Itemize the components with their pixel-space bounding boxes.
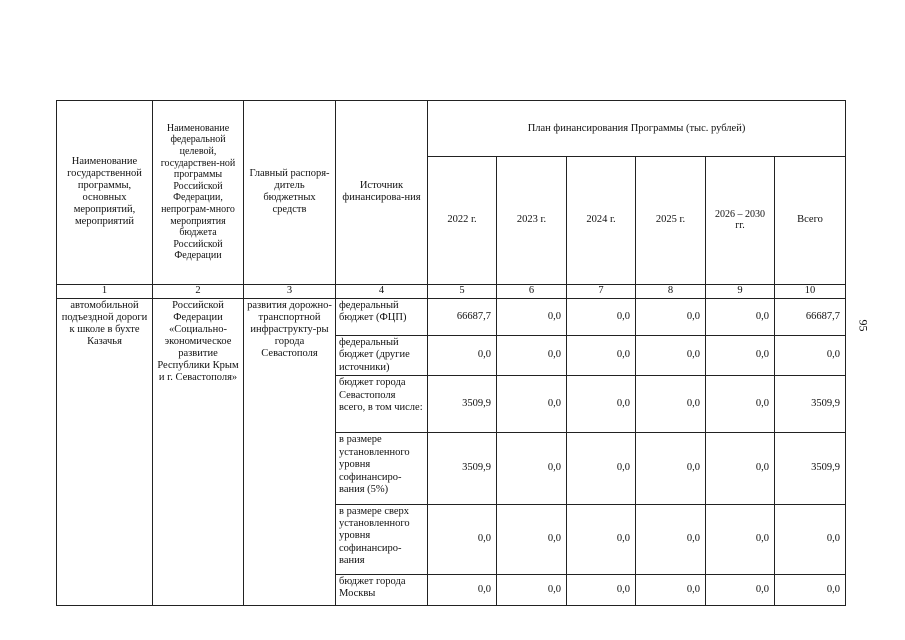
value-2026-2030: 0,0 [706,376,775,433]
value-2023: 0,0 [497,433,567,504]
value-2025: 0,0 [636,298,706,335]
column-number: 4 [336,284,428,298]
value-2022: 3509,9 [428,376,497,433]
value-2023: 0,0 [497,504,567,574]
value-2024: 0,0 [567,504,636,574]
value-2025: 0,0 [636,574,706,605]
value-2026-2030: 0,0 [706,335,775,375]
header-budget-administrator: Главный распоря-дитель бюджетных средств [244,101,336,285]
header-program-name: Наименование государственной программы, основных мероприятий, мероприятий [57,101,153,285]
table-row [57,298,846,335]
column-number: 1 [57,284,153,298]
value-2022: 0,0 [428,574,497,605]
value-2025: 0,0 [636,504,706,574]
column-number: 8 [636,284,706,298]
value-2026-2030: 0,0 [706,433,775,504]
header-total: Всего [775,157,846,284]
value-2024: 0,0 [567,376,636,433]
header-year-2023: 2023 г. [497,157,567,284]
page-number: 95 [856,319,871,332]
column-number: 3 [244,284,336,298]
column-number: 10 [775,284,846,298]
value-2024: 0,0 [567,298,636,335]
value-2023: 0,0 [497,376,567,433]
header-year-2024: 2024 г. [567,157,636,284]
value-2026-2030: 0,0 [706,298,775,335]
value-total: 3509,9 [775,433,846,504]
header-federal-program: Наименование федеральной целевой, государствен-ной программы Российской Федерации, непрограм-много мероприятия бюджета Российской Федерации [153,101,244,285]
column-number: 2 [153,284,244,298]
column-number: 5 [428,284,497,298]
value-total: 3509,9 [775,376,846,433]
value-2023: 0,0 [497,574,567,605]
value-total: 66687,7 [775,298,846,335]
value-2022: 0,0 [428,335,497,375]
value-2023: 0,0 [497,298,567,335]
value-total: 0,0 [775,504,846,574]
column-number: 9 [706,284,775,298]
value-total: 0,0 [775,574,846,605]
value-2025: 0,0 [636,433,706,504]
value-2024: 0,0 [567,335,636,375]
value-2024: 0,0 [567,433,636,504]
value-2025: 0,0 [636,376,706,433]
value-2022: 66687,7 [428,298,497,335]
column-number-row [57,284,846,298]
budget-administrator: развития дорожно-транспортной инфраструкту-ры города Севастополя [244,298,336,605]
value-2025: 0,0 [636,335,706,375]
value-2022: 0,0 [428,504,497,574]
measure-name: автомобильной подъездной дороги к школе в бухте Казачья [57,298,153,605]
funding-source: в размере сверх установленного уровня софинансиро-вания [336,504,428,574]
header-year-2026-2030: 2026 – 2030 гг. [706,157,775,284]
value-2026-2030: 0,0 [706,574,775,605]
header-row [57,101,846,157]
header-year-2025: 2025 г. [636,157,706,284]
value-2024: 0,0 [567,574,636,605]
funding-source: федеральный бюджет (ФЦП) [336,298,428,335]
header-year-2022: 2022 г. [428,157,497,284]
value-2022: 3509,9 [428,433,497,504]
funding-source: бюджет города Москвы [336,574,428,605]
funding-source: в размере установленного уровня софинансиро-вания (5%) [336,433,428,504]
value-2023: 0,0 [497,335,567,375]
column-number: 7 [567,284,636,298]
value-total: 0,0 [775,335,846,375]
financing-table [56,100,846,606]
header-plan-title: План финансирования Программы (тыс. рублей) [428,101,846,157]
header-funding-source: Источник финансирова-ния [336,101,428,285]
column-number: 6 [497,284,567,298]
federal-program-name: Российской Федерации «Социально-экономическое развитие Республики Крым и г. Севастополя» [153,298,244,605]
value-2026-2030: 0,0 [706,504,775,574]
funding-source: бюджет города Севастополя всего, в том числе: [336,376,428,433]
funding-source: федеральный бюджет (другие источники) [336,335,428,375]
